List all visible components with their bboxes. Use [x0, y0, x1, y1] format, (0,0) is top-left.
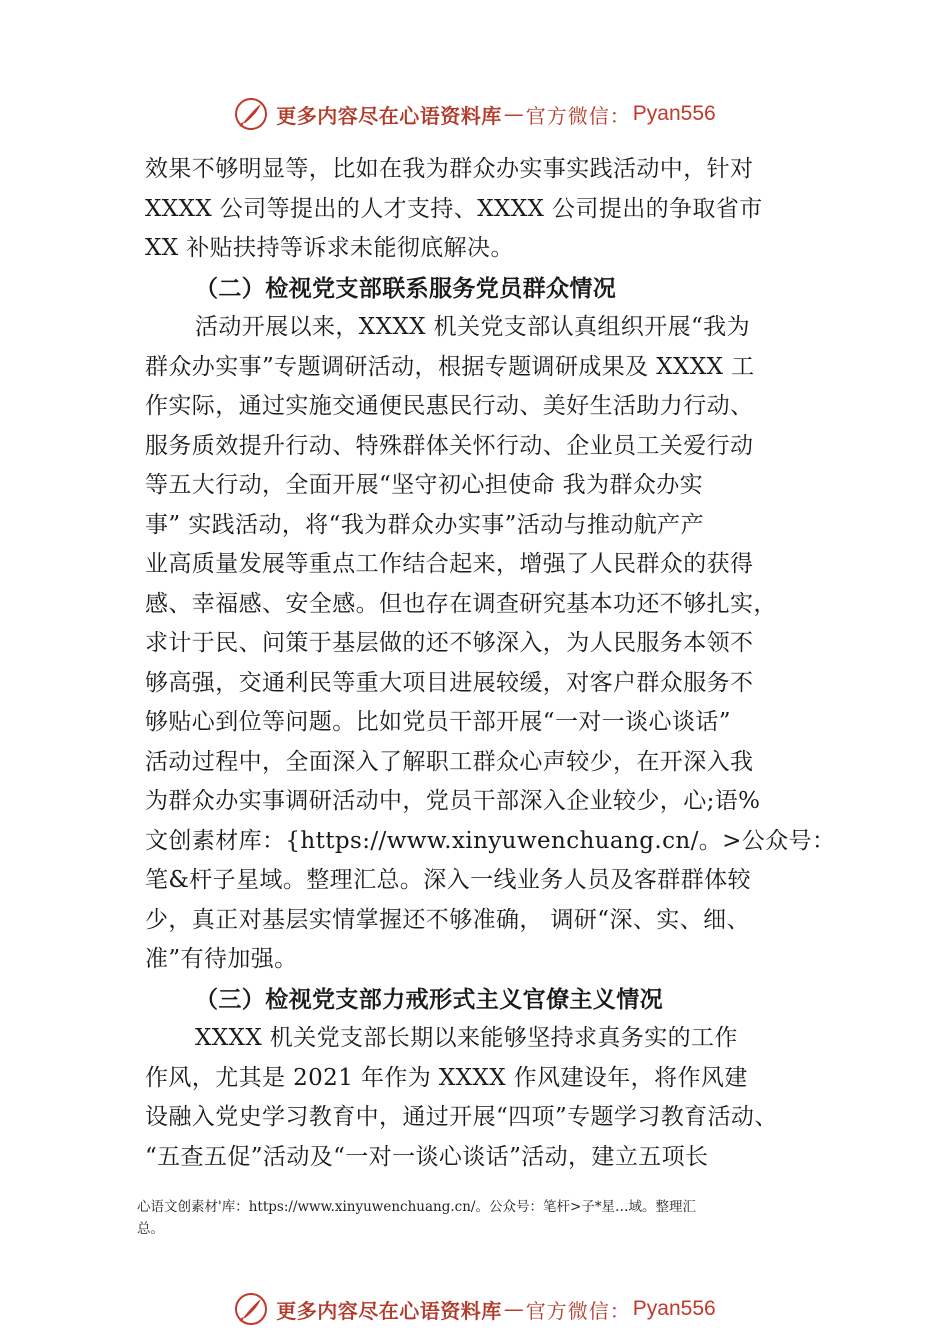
footnote-line: 总。 — [137, 1221, 164, 1237]
banner-brand: 更多内容尽在心语资料库 — [276, 1298, 502, 1323]
paragraph-line: 等五大行动，全面开展“坚守初心担使命 我为群众办实 — [145, 472, 704, 498]
header-banner — [0, 94, 950, 134]
banner-dash: — — [503, 1297, 524, 1321]
paragraph-line: 事” 实践活动，将“我为群众办实事”活动与推动航产产 — [145, 511, 704, 538]
paragraph-line: 感、幸福感、安全感。但也存在调查研究基本功还不够扎实， — [145, 590, 777, 617]
paragraph-line: 笔&杆子星域。整理汇总。深入一线业务人员及客群群体较 — [145, 867, 751, 893]
paragraph-line: 效果不够明显等，比如在我为群众办实事实践活动中，针对 — [145, 156, 754, 182]
paragraph-line: 求计于民、问策于基层做的还不够深入，为人民服务本领不 — [145, 630, 754, 656]
paragraph-line: 准”有待加强。 — [145, 946, 298, 972]
paragraph-line: 群众办实事”专题调研活动，根据专题调研成果及 XXXX 工 — [145, 353, 755, 380]
banner-wechat-id: Pyan556 — [632, 1297, 716, 1320]
paragraph-line: 少，真正对基层实情掌握还不够准确， 调研“深、实、细、 — [145, 906, 750, 933]
banner-dash: — — [503, 102, 524, 126]
paragraph-line: 设融入党史学习教育中，通过开展“四项”专题学习教育活动、 — [145, 1104, 778, 1130]
quill-logo-icon — [234, 1292, 268, 1326]
paragraph-line: XX 补贴扶持等诉求未能彻底解决。 — [145, 235, 514, 261]
paragraph-line: 文创素材库：{https://www.xinyuwenchuang.cn/。>公众号： — [145, 827, 836, 854]
paragraph-line: XXXX 机关党支部长期以来能够坚持求真务实的工作 — [195, 1025, 738, 1051]
paragraph-line: 服务质效提升行动、特殊群体关怀行动、企业员工关爱行动 — [145, 432, 754, 459]
footnote-line: 心语文创素材'库：https://www.xinyuwenchuang.cn/。公众号：笔杆>子*星…域。整理汇 — [137, 1199, 697, 1215]
paragraph-line: 业高质量发展等重点工作结合起来，增强了人民群众的获得 — [145, 551, 754, 577]
paragraph-line: 活动开展以来，XXXX 机关党支部认真组织开展“我为 — [195, 314, 750, 340]
paragraph-line: 活动过程中，全面深入了解职工群众心声较少，在开深入我 — [145, 748, 754, 775]
paragraph-line: XXXX 公司等提出的人才支持、XXXX 公司提出的争取省市 — [145, 195, 763, 222]
paragraph-line: 作实际，通过实施交通便民惠民行动、美好生活助力行动、 — [145, 393, 754, 419]
banner-wechat-label: 官方微信： — [525, 103, 631, 128]
paragraph-line: 为群众办实事调研活动中，党员干部深入企业较少，心;语% — [145, 788, 761, 814]
paragraph-line: 作风，尤其是 2021 年作为 XXXX 作风建设年，将作风建 — [145, 1064, 748, 1091]
document-body — [145, 150, 836, 1177]
banner-wechat-id: Pyan556 — [632, 102, 716, 125]
section-heading: （三）检视党支部力戒形式主义官僚主义情况 — [195, 985, 663, 1013]
banner-wechat-label: 官方微信： — [525, 1298, 631, 1323]
paragraph-line: 够贴心到位等问题。比如党员干部开展“一对一谈心谈话” — [145, 709, 731, 735]
quill-logo-icon — [234, 97, 268, 131]
paragraph-line: “五查五促”活动及“一对一谈心谈话”活动，建立五项长 — [145, 1143, 709, 1170]
banner-brand: 更多内容尽在心语资料库 — [276, 103, 502, 128]
footnote — [137, 1196, 837, 1240]
paragraph-line: 够高强，交通利民等重大项目进展较缓，对客户群众服务不 — [145, 669, 754, 696]
section-heading: （二）检视党支部联系服务党员群众情况 — [195, 274, 617, 302]
footer-banner — [0, 1289, 950, 1329]
